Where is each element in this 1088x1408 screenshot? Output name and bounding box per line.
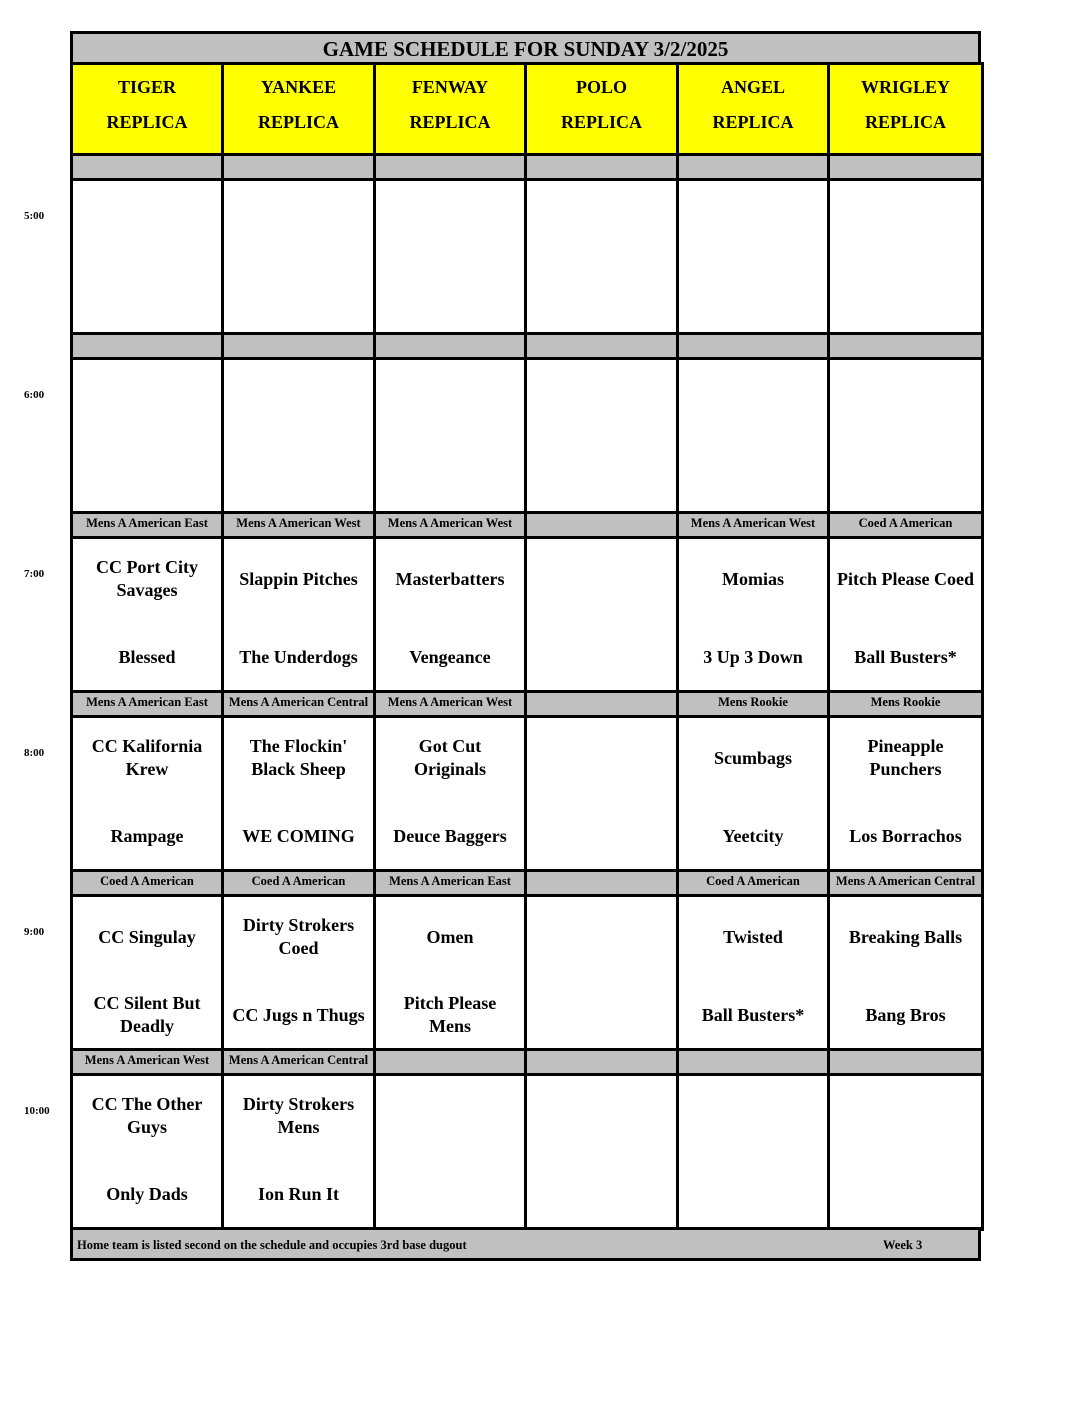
game-cell [524, 894, 679, 1052]
field-name: WRIGLEY [860, 77, 950, 97]
division-label [676, 153, 830, 181]
away-team: CC The Other Guys [91, 1094, 203, 1137]
home-team: Deuce Baggers [393, 825, 507, 846]
field-subtitle: REPLICA [712, 112, 794, 132]
game-cell [70, 357, 224, 515]
field-subtitle: REPLICA [864, 112, 946, 132]
home-team: 3 Up 3 Down [703, 646, 803, 667]
home-team: Ball Busters* [854, 646, 957, 667]
game-cell [373, 536, 527, 694]
away-team: Scumbags [713, 747, 793, 768]
division-label [524, 153, 679, 181]
division-label [827, 1048, 984, 1076]
division-label: Mens A American East [70, 690, 224, 718]
away-team: CC Kalifornia Krew [91, 736, 203, 779]
division-label [221, 153, 376, 181]
game-cell [373, 178, 527, 336]
game-cell [70, 1073, 224, 1231]
division-label: Mens A American West [373, 690, 527, 718]
away-team: Slappin Pitches [239, 568, 358, 589]
home-team: WE COMING [242, 825, 355, 846]
field-name: ANGEL [720, 77, 785, 97]
game-cell [221, 715, 376, 873]
division-label [524, 1048, 679, 1076]
game-cell [524, 1073, 679, 1231]
division-label [221, 332, 376, 360]
game-cell [70, 178, 224, 336]
away-team: Breaking Balls [848, 926, 963, 947]
field-header [373, 62, 527, 156]
division-label [70, 153, 224, 181]
division-label: Coed A American [676, 869, 830, 897]
division-label [373, 1048, 527, 1076]
game-cell [676, 894, 830, 1052]
field-name: YANKEE [260, 77, 337, 97]
field-name: POLO [575, 77, 627, 97]
away-team: Dirty Strokers Mens [242, 1094, 355, 1137]
division-label: Mens A American West [70, 1048, 224, 1076]
game-cell [221, 1073, 376, 1231]
division-label: Mens A American West [676, 511, 830, 539]
field-subtitle: REPLICA [106, 112, 188, 132]
division-label [373, 332, 527, 360]
division-label [524, 332, 679, 360]
time-label: 5:00 [24, 210, 45, 222]
time-label: 6:00 [24, 389, 45, 401]
home-team: Only Dads [106, 1183, 188, 1204]
field-header [827, 62, 984, 156]
away-team: Dirty Strokers Coed [242, 915, 355, 958]
away-team: Omen [426, 926, 474, 947]
footer-note: Home team is listed second on the schedule and occupies 3rd base dugout [77, 1238, 467, 1252]
home-team: Yeetcity [722, 825, 784, 846]
away-team: Pineapple Punchers [867, 736, 944, 779]
game-cell [676, 536, 830, 694]
home-team: Pitch Please Mens [403, 993, 497, 1036]
division-label [827, 153, 984, 181]
division-label: Mens A American West [373, 511, 527, 539]
game-cell [524, 715, 679, 873]
game-cell [676, 357, 830, 515]
away-team: Pitch Please Coed [837, 568, 974, 589]
division-label: Mens A American Central [827, 869, 984, 897]
game-cell [827, 1073, 984, 1231]
home-team: Ball Busters* [701, 1004, 805, 1025]
division-label: Coed A American [221, 869, 376, 897]
game-cell [373, 894, 527, 1052]
division-label [524, 869, 679, 897]
field-header [221, 62, 376, 156]
game-cell [221, 357, 376, 515]
home-team: The Underdogs [239, 646, 358, 667]
home-team: Rampage [110, 825, 184, 846]
away-team: Got Cut Originals [413, 736, 486, 779]
game-cell [221, 178, 376, 336]
division-label: Coed A American [70, 869, 224, 897]
away-team: Twisted [723, 926, 783, 947]
game-cell [373, 1073, 527, 1231]
field-subtitle: REPLICA [409, 112, 491, 132]
time-label: 8:00 [24, 747, 45, 759]
home-team: Bang Bros [865, 1004, 946, 1025]
away-team: Masterbatters [395, 568, 505, 589]
time-label: 10:00 [24, 1105, 50, 1117]
division-label [827, 332, 984, 360]
game-cell [373, 357, 527, 515]
division-label [676, 1048, 830, 1076]
field-name: FENWAY [411, 77, 489, 97]
division-label: Mens A American Central [221, 690, 376, 718]
division-label: Mens A American Central [221, 1048, 376, 1076]
division-label: Mens A American East [70, 511, 224, 539]
game-cell [827, 178, 984, 336]
game-cell [70, 715, 224, 873]
time-label: 7:00 [24, 568, 45, 580]
home-team: CC Jugs n Thugs [232, 1004, 365, 1025]
home-team: Ion Run It [257, 1183, 340, 1204]
field-header [524, 62, 679, 156]
game-cell [827, 715, 984, 873]
division-label [676, 332, 830, 360]
away-team: CC Port City Savages [96, 557, 198, 600]
game-cell [827, 536, 984, 694]
page-title: GAME SCHEDULE FOR SUNDAY 3/2/2025 [70, 31, 981, 65]
field-header [70, 62, 224, 156]
game-cell [676, 1073, 830, 1231]
home-team: CC Silent But Deadly [93, 993, 201, 1036]
field-subtitle: REPLICA [257, 112, 339, 132]
game-cell [524, 178, 679, 336]
footer-bar [70, 1227, 981, 1261]
field-header [676, 62, 830, 156]
game-cell [70, 536, 224, 694]
division-label: Coed A American [827, 511, 984, 539]
division-label [70, 332, 224, 360]
game-cell [524, 536, 679, 694]
game-cell [70, 894, 224, 1052]
game-cell [221, 536, 376, 694]
game-cell [827, 357, 984, 515]
division-label: Mens Rookie [676, 690, 830, 718]
field-subtitle: REPLICA [560, 112, 642, 132]
game-cell [373, 715, 527, 873]
division-label [524, 690, 679, 718]
away-team: The Flockin' Black Sheep [249, 736, 348, 779]
home-team: Los Borrachos [849, 825, 962, 846]
game-cell [221, 894, 376, 1052]
home-team: Vengeance [409, 646, 491, 667]
time-label: 9:00 [24, 926, 45, 938]
week-label: Week 3 [883, 1238, 923, 1252]
game-cell [827, 894, 984, 1052]
division-label [524, 511, 679, 539]
division-label: Mens A American East [373, 869, 527, 897]
game-cell [676, 715, 830, 873]
home-team: Blessed [118, 646, 176, 667]
division-label: Mens Rookie [827, 690, 984, 718]
away-team: Momias [722, 568, 784, 589]
division-label: Mens A American West [221, 511, 376, 539]
away-team: CC Singulay [98, 926, 196, 947]
game-cell [524, 357, 679, 515]
game-cell [676, 178, 830, 336]
division-label [373, 153, 527, 181]
field-name: TIGER [117, 77, 177, 97]
